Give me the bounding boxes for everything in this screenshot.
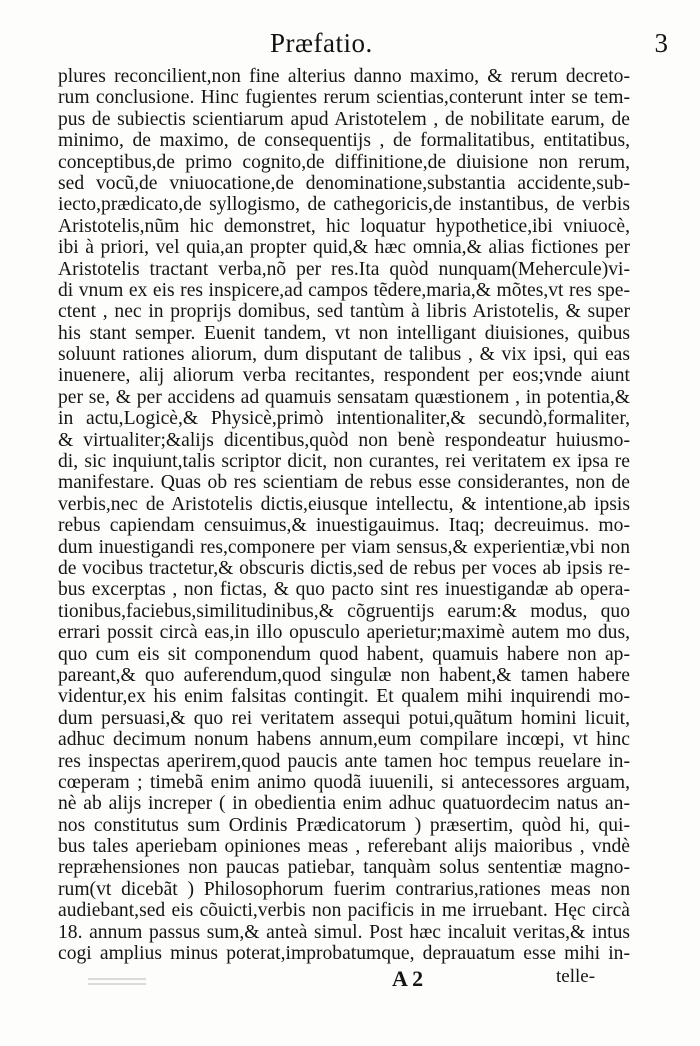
text-line: 18. annum passus sum,& anteà simul. Post hæc incaluit veritas,& intus bbox=[58, 921, 630, 943]
text-line: de vocibus tractetur,& obscuris dictis,sed de rebus per voces ab ipsis re- bbox=[58, 557, 630, 579]
text-line: videntur,ex his enim falsitas contingit. Et qualem mihi inquirendi mo- bbox=[58, 686, 630, 708]
text-line: di, sic inquiunt,talis scriptor dicit, non curantes, rei veritatem ex ipsa re bbox=[58, 451, 630, 473]
running-title: Præfatio. bbox=[270, 28, 373, 58]
catchword: telle- bbox=[556, 966, 596, 987]
text-line: cogi amplius minus poterat,improbatumque, deprauatum esse mihi in- bbox=[58, 943, 630, 965]
text-line: res inspectas aperirem,quod paucis ante tamen hoc tempus reuelare in- bbox=[58, 750, 630, 772]
text-line: per se, & per accidens ad quamuis sensatam quæstionem , in potentia,& bbox=[58, 386, 630, 408]
text-line: conceptibus,de primo cognito,de diffinitione,de diuisione non rerum, bbox=[58, 151, 630, 173]
text-line: his stant semper. Euenit tandem, vt non intelligant diuisiones, quibus bbox=[58, 322, 630, 344]
text-line: sed vocũ,de vniuocatione,de denominatione,substantia accidente,sub- bbox=[58, 172, 630, 194]
text-line: di vnum ex eis res inspicere,ad campos tẽdere,maria,& mõtes,vt res spe- bbox=[58, 279, 630, 301]
text-line: pareant,& quo auferendum,quod singulæ non habent,& tamen habere bbox=[58, 664, 630, 686]
page-header bbox=[0, 22, 700, 62]
text-line: repræhensiones non paucas patiebar, tanquàm solus sententiæ magno- bbox=[58, 857, 630, 879]
page-number: 3 bbox=[654, 28, 668, 58]
text-line: pus de subiectis scientiarum apud Aristotelem , de nobilitate earum, de bbox=[58, 108, 630, 130]
text-line: rebus capiendam censuimus,& inuestigauimus. Itaq; decreuimus. mo- bbox=[58, 515, 630, 537]
text-line: Aristotelis tractant verba,nõ per res.Ita quòd nunquam(Mehercule)vi- bbox=[58, 258, 630, 280]
text-line: iecto,prædicato,de syllogismo, de cathegoricis,de instantibus, de verbis bbox=[58, 194, 630, 216]
text-line: nè ab alijs increper ( in obedientia enim adhuc quatuordecim natus an- bbox=[58, 793, 630, 815]
text-line: manifestare. Quas ob res scientiam de rebus esse considerantes, non de bbox=[58, 472, 630, 494]
text-line: errari possit circà eas,in illo opusculo aperietur;maximè autem mo dus, bbox=[58, 622, 630, 644]
text-line: inuenere, alij aliorum verba recitantes, respondent per eos;vnde aiunt bbox=[58, 365, 630, 387]
text-line: rum conclusione. Hinc fugientes rerum scientias,conterunt inter se tem- bbox=[58, 87, 630, 109]
text-line: rum(vt dicebãt ) Philosophorum fuerim contrarius,rationes meas non bbox=[58, 878, 630, 900]
text-line: ibi à priori, vel quia,an propter quid,& hæc omnia,& alias fictiones per bbox=[58, 237, 630, 259]
text-line: & virtualiter;&alijs dicentibus,quòd non benè respondeatur huiusmo- bbox=[58, 429, 630, 451]
text-line: bus tales aperiebam opiniones meas , referebant alijs maioribus , vndè bbox=[58, 836, 630, 858]
text-line: adhuc decimum nonum habens annum,eum compilare incœpi, vt hinc bbox=[58, 729, 630, 751]
text-line: quo cum eis sit componendum quod habent, quamuis habere non ap- bbox=[58, 643, 630, 665]
text-line: dum inuestigandi res,componere per viam sensus,& experientiæ,vbi non bbox=[58, 536, 630, 558]
text-line: minimo, de maximo, de consequentijs , de formalitatibus, entitatibus, bbox=[58, 130, 630, 152]
text-line: tionibus,faciebus,similitudinibus,& cõgruentijs earum:& modus, quo bbox=[58, 600, 630, 622]
text-line: plures reconcilient,non fine alterius danno maximo, & rerum decreto- bbox=[58, 66, 630, 87]
text-line: in actu,Logicè,& Physicè,primò intentionaliter,& secundò,formaliter, bbox=[58, 408, 630, 430]
signature-mark: A 2 bbox=[392, 966, 424, 991]
text-line: Aristotelis,nũm hic demonstret, hic loquatur hypothetice,ibi vniuocè, bbox=[58, 215, 630, 237]
text-line: audiebant,sed eis cõuicti,verbis non pacificis in me irruebant. Hęc circà bbox=[58, 900, 630, 922]
text-line: dum persuasi,& quo rei veritatem assequi potui,quãtum homini licuit, bbox=[58, 707, 630, 729]
text-line: ctent , nec in proprijs domibus, sed tantùm à libris Aristotelis, & super bbox=[58, 301, 630, 323]
text-line: nos constitutus sum Ordinis Prædicatorum ) præsertim, quòd hi, qui- bbox=[58, 814, 630, 836]
body-text bbox=[58, 66, 630, 964]
text-line: verbis,nec de Aristotelis dictis,eiusque intellectu, & intentione,ab ipsis bbox=[58, 493, 630, 515]
page-footer bbox=[0, 966, 700, 996]
text-line: bus excerptas , non fictas, & quo pacto sint res inuestigandæ ab opera- bbox=[58, 579, 630, 601]
text-line: soluunt rationes aliorum, dum disputant de talibus , & vix ipsi, qui eas bbox=[58, 344, 630, 366]
text-line: cœperam ; timebã enim animo quodã iuuenili, si antecessores arguam, bbox=[58, 771, 630, 793]
